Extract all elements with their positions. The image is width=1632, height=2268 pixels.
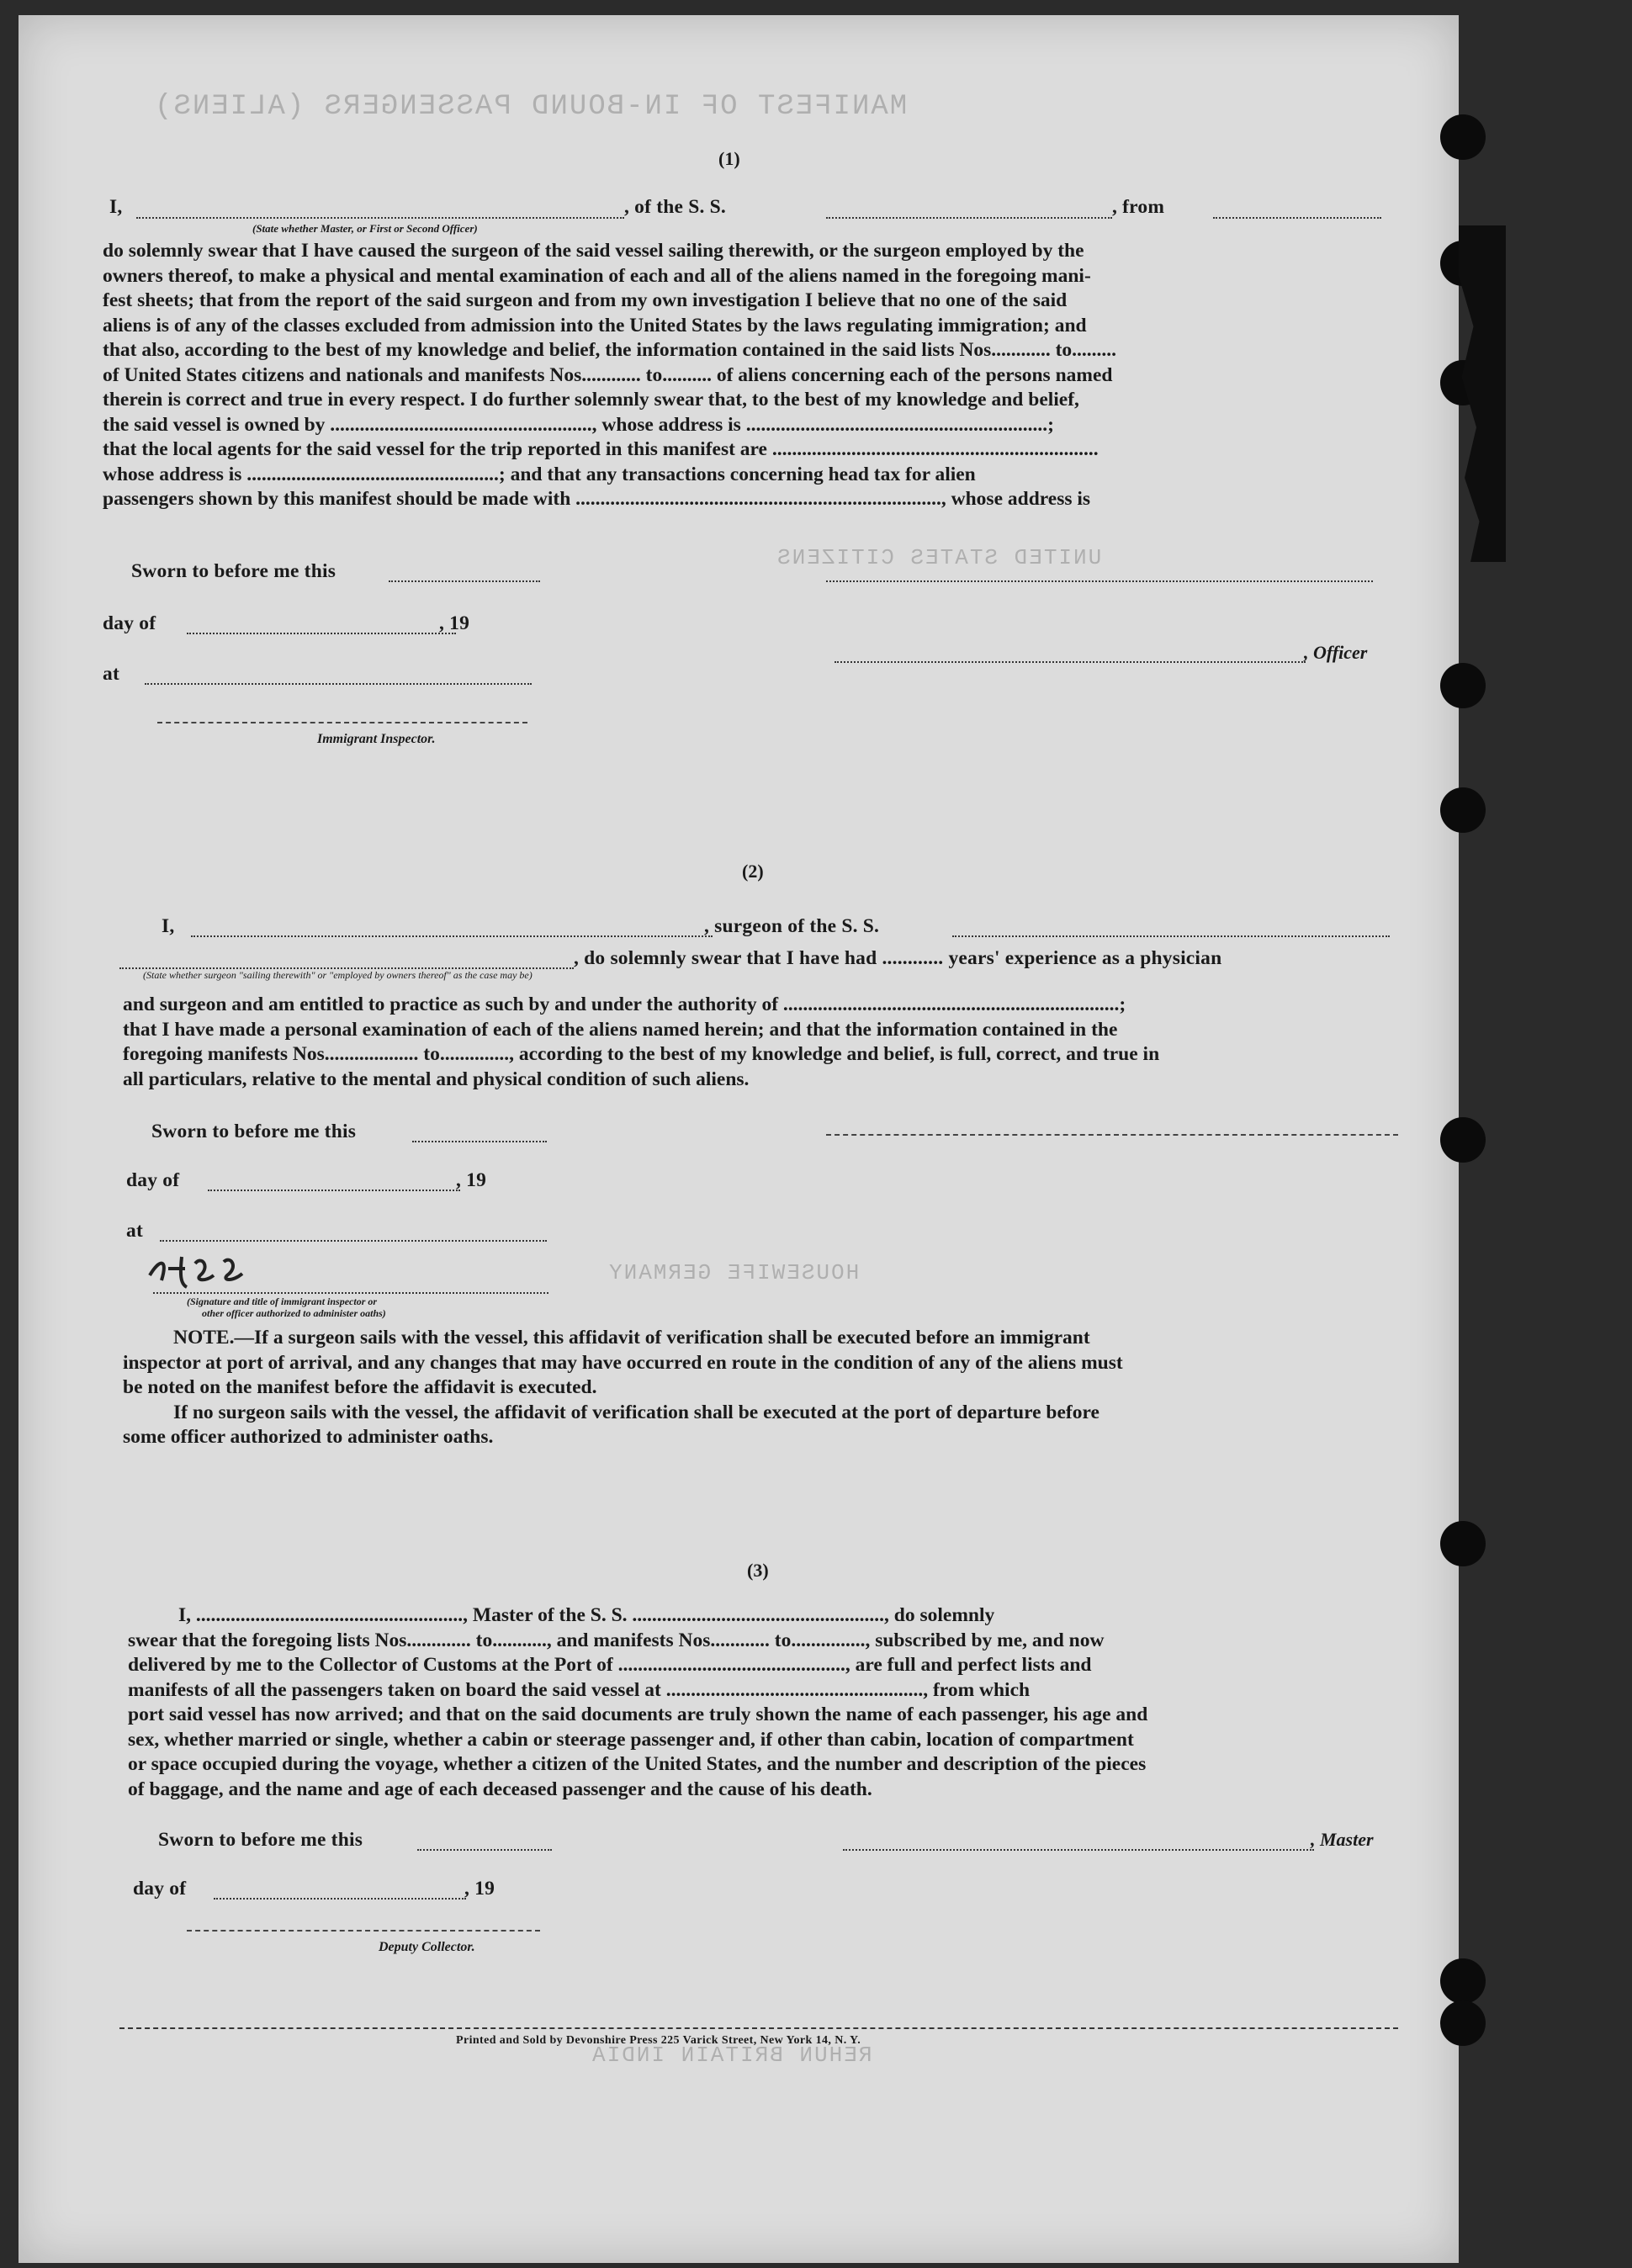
surgeon-signature-line — [826, 1134, 1398, 1136]
binder-hole — [1440, 663, 1486, 708]
officer-name-line — [136, 217, 624, 219]
at-line-2 — [160, 1240, 547, 1242]
surgeon-paragraph — [123, 993, 1402, 1092]
day-label-2: day of — [126, 1169, 180, 1191]
binder-hole — [1440, 114, 1486, 160]
day-label-1: day of — [103, 612, 156, 634]
binder-hole — [1440, 1958, 1486, 2004]
bleed-through-header: MANIFEST OF IN-BOUND PASSENGERS (ALIENS) — [153, 91, 908, 123]
year-label-1: , 19 — [439, 612, 470, 634]
binder-hole — [1440, 1117, 1486, 1163]
inspector-label: Immigrant Inspector. — [317, 732, 436, 746]
sworn-date-line-2 — [412, 1141, 547, 1142]
section-3-number: (3) — [747, 1560, 769, 1581]
collector-signature-line — [187, 1930, 540, 1932]
initials-scribble — [143, 1250, 261, 1292]
master-line: sex, whether married or single, whether a cabin or steerage passenger and, if other than cabin, location of compartment — [128, 1728, 1134, 1751]
at-label-1: at — [103, 663, 119, 685]
surgeon-line: all particulars, relative to the mental and physical condition of such aliens. — [123, 1068, 750, 1090]
handwritten-initials — [143, 1250, 261, 1302]
master-line: or space occupied during the voyage, whether a citizen of the United States, and the number and description of the pieces — [128, 1753, 1147, 1775]
inspector-signature-line-2 — [153, 1292, 548, 1294]
printer-footer: Printed and Sold by Devonshire Press 225 Varick Street, New York 14, N. Y. — [456, 2034, 861, 2047]
master-paragraph — [128, 1603, 1407, 1802]
bleed-through-text: REHUN BRITAIN INDIA — [591, 2043, 872, 2068]
signature-caption-1: (Signature and title of immigrant inspector or — [187, 1296, 378, 1307]
signature-caption-2: other officer authorized to administer oaths) — [202, 1307, 386, 1319]
oath-line: do solemnly swear that I have caused the surgeon of the said vessel sailing therewith, or the surgeon employed by the — [103, 240, 1084, 262]
day-label-3: day of — [133, 1878, 187, 1900]
oath-line: that the local agents for the said vessel for the trip reported in this manifest are .................................................................. — [103, 438, 1099, 460]
master-line: delivered by me to the Collector of Customs at the Port of .............................................., are full and perfect lists and — [128, 1654, 1092, 1676]
surgeon-line: foregoing manifests Nos................... to.............., according to the best of my knowledge and belief, is full, correct, and true in — [123, 1043, 1160, 1065]
year-label-3: , 19 — [464, 1878, 495, 1900]
master-signature-line — [843, 1849, 1314, 1851]
surgeon-oath-intro: I, — [162, 915, 175, 937]
sworn-date-line-3 — [417, 1849, 552, 1851]
sworn-label-2: Sworn to before me this — [151, 1121, 357, 1142]
bleed-through-text: UNITED STATES CITIZENS — [776, 545, 1102, 570]
oath-line: that also, according to the best of my knowledge and belief, the information contained in the said lists Nos............ to......... — [103, 339, 1117, 361]
footer-rule — [119, 2027, 1398, 2029]
master-line: of baggage, and the name and age of each deceased passenger and the cause of his death. — [128, 1778, 872, 1800]
surgeon-line: and surgeon and am entitled to practice as such by and under the authority of ....................................................................; — [123, 994, 1126, 1015]
note-line: some officer authorized to administer oaths. — [123, 1426, 494, 1448]
section-1-number: (1) — [718, 148, 740, 169]
note-line: be noted on the manifest before the affidavit is executed. — [123, 1376, 597, 1398]
oath-line: owners thereof, to make a physical and mental examination of each and all of the aliens named in the foregoing mani- — [103, 264, 1091, 287]
collector-label: Deputy Collector. — [379, 1940, 475, 1954]
sworn-label-3: Sworn to before me this — [158, 1829, 363, 1851]
master-line: port said vessel has now arrived; and that on the said documents are truly shown the name of each passenger, his age and — [128, 1704, 1148, 1725]
note-line: inspector at port of arrival, and any changes that may have occurred en route in the condition of any of the aliens must — [123, 1351, 1123, 1374]
master-line: swear that the foregoing lists Nos............. to..........., and manifests Nos............ to..............., subscribed by me, and now — [128, 1629, 1105, 1651]
vessel-label: , of the S. S. — [624, 196, 726, 218]
note-paragraph — [123, 1326, 1402, 1450]
note-line: If no surgeon sails with the vessel, the affidavit of verification shall be executed at the port of departure before — [173, 1401, 1099, 1423]
sworn-date-line-1 — [389, 580, 540, 582]
master-line: manifests of all the passengers taken on board the said vessel at ...................................................., from which — [128, 1678, 1031, 1701]
binder-hole — [1440, 1521, 1486, 1566]
day-line-2 — [208, 1190, 460, 1191]
day-line-3 — [214, 1898, 466, 1900]
note-line: NOTE.—If a surgeon sails with the vessel, this affidavit of verification shall be executed before an immigrant — [173, 1327, 1090, 1349]
oath-line: therein is correct and true in every respect. I do further solemnly swear that, to the best of my knowledge and belief, — [103, 389, 1079, 411]
surgeon-vessel-line — [952, 935, 1390, 937]
manifest-back-page — [19, 15, 1459, 2263]
officer-signature-line — [835, 661, 1306, 663]
oath-line: fest sheets; that from the report of the said surgeon and from my own investigation I believe that no one of the said — [103, 289, 1068, 311]
inspector-signature-line — [157, 722, 527, 723]
master-line: I, ......................................................, Master of the S. S. ..................................................., do solemnly — [178, 1604, 995, 1626]
bleed-through-text: HOUSEWIFE GERMANY — [607, 1260, 860, 1285]
from-line — [1213, 217, 1381, 219]
oath-line: the said vessel is owned by ....................................................., whose address is .............................................................; — [103, 413, 1054, 436]
day-line-1 — [187, 633, 456, 634]
surgeon-experience-text: , do solemnly swear that I have had ............ years' experience as a physician — [574, 947, 1222, 969]
oath-intro: I, — [109, 196, 123, 218]
officer-label: , Officer — [1304, 642, 1368, 663]
binder-hole — [1440, 2000, 1486, 2046]
section-2-number: (2) — [742, 861, 764, 882]
oath-line: of United States citizens and nationals and manifests Nos............ to.......... of aliens concerning each of the persons named — [103, 363, 1113, 386]
at-line-1 — [145, 683, 532, 685]
surgeon-line: that I have made a personal examination of each of the aliens named herein; and that the information contained in the — [123, 1018, 1118, 1041]
at-label-2: at — [126, 1220, 143, 1242]
master-label: , Master — [1311, 1829, 1374, 1850]
oath-line: passengers shown by this manifest should be made with .........................................................................., whose address is — [103, 488, 1091, 510]
oath-paragraph-1 — [103, 239, 1398, 512]
surgeon-name-line — [191, 935, 713, 937]
from-label: , from — [1112, 196, 1165, 218]
surgeon-caption: (State whether surgeon "sailing therewith" or "employed by owners thereof" as the case may be) — [143, 969, 533, 981]
oath-line: whose address is ...................................................; and that any transactions concerning head tax for alien — [103, 463, 976, 485]
officer-signature-area-top — [826, 580, 1373, 582]
officer-caption: (State whether Master, or First or Second Officer) — [252, 222, 478, 235]
year-label-2: , 19 — [456, 1169, 487, 1191]
sworn-label-1: Sworn to before me this — [131, 560, 336, 582]
oath-line: aliens is of any of the classes excluded from admission into the United States by the laws regulating immigration; and — [103, 314, 1087, 336]
surgeon-vessel-label: , surgeon of the S. S. — [704, 915, 880, 937]
binder-hole — [1440, 787, 1486, 833]
vessel-name-line — [826, 217, 1112, 219]
